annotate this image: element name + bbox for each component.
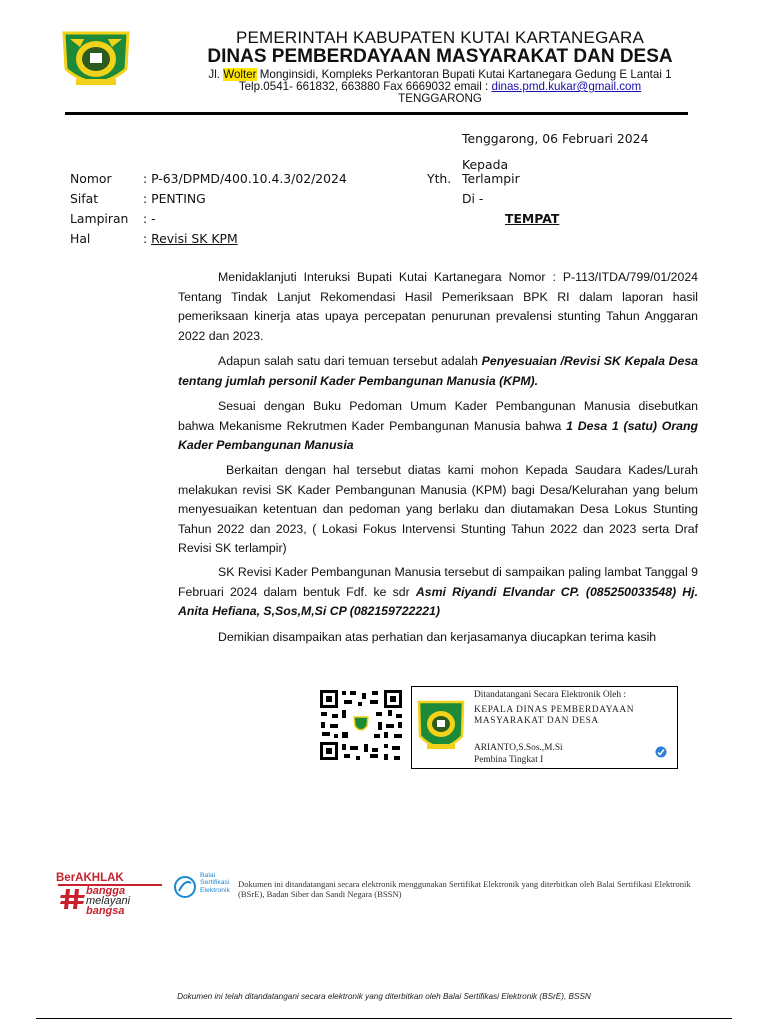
verified-badge-icon	[655, 746, 667, 758]
paragraph-2	[178, 352, 698, 391]
signer-rank: Pembina Tingkat I	[474, 755, 544, 765]
bsre-word-2: Sertifikasi	[200, 879, 230, 887]
bangga-melayani-bangsa-text	[86, 886, 130, 916]
kabupaten-emblem-logo	[60, 25, 132, 95]
sifat-label: Sifat	[70, 191, 99, 206]
letterhead-divider	[65, 112, 688, 115]
letterhead-agency-name: DINAS PEMBERDAYAAN MASYARAKAT DAN DESA	[207, 46, 673, 67]
bsre-logo-text	[200, 872, 230, 894]
signer-title-line1: KEPALA DINAS PEMBERDAYAAN	[474, 705, 635, 715]
paragraph-6-text: Demikian disampaikan atas perhatian dan kerjasamanya diucapkan terima kasih	[218, 630, 657, 644]
address-prefix: Jl.	[208, 68, 224, 81]
signed-by-text: Ditandatangani Secara Elektronik Oleh :	[474, 690, 627, 700]
paragraph-3-text: Sesuai dengan Buku Pedoman Umum Kader Pembangunan Manusia disebutkan bahwa Mekanisme Rekrutmen Kader Pembangunan Manusia bahwa	[178, 399, 698, 433]
letterhead-city: TENGGARONG	[398, 92, 482, 105]
bottom-rule	[36, 1018, 732, 1019]
signer-title-line2: MASYARAKAT DAN DESA	[474, 716, 599, 726]
hal-colon: :	[143, 231, 152, 246]
bsre-disclaimer: Dokumen ini ditandatangani secara elektronik menggunakan Sertifikat Elektronik yang diterbitkan oleh Balai Sertifikasi Elektronik (BSrE), Badan Siber dan Sandi Negara (BSSN)	[238, 879, 691, 899]
hal-label: Hal	[70, 231, 91, 246]
address-highlighted-word: Wolter	[223, 68, 257, 81]
phone-fax-text: Telp.0541- 661832, 663880 Fax 6669032 email :	[238, 80, 492, 93]
bsre-word-3: Elektronik	[200, 886, 230, 894]
signature-emblem-logo	[416, 692, 466, 760]
hal-field	[143, 231, 238, 246]
bangsa-word: bangsa	[86, 905, 125, 917]
paragraph-2-text: Adapun salah satu dari temuan tersebut adalah	[218, 354, 482, 368]
sifat-value: : PENTING	[143, 191, 206, 206]
place-date: Tenggarong, 06 Februari 2024	[462, 131, 649, 146]
paragraph-2-emphasis: Penyesuaian /Revisi SK Kepala Desa tentang jumlah personil Kader Pembangunan Manusia (KPM).	[178, 354, 698, 388]
paragraph-4-text: Berkaitan dengan hal tersebut diatas kami mohon Kepada Saudara Kades/Lurah melakukan revisi SK Kader Pembangunan Manusia (KPM) bagi Desa/Kelurahan yang belum menyesuaikan ketentuan dan pedoman yang berlaku dan diutamakan Desa Lokus Stunting Tahun 2022 dan 2023, ( Lokasi Fokus Intervensi Stunting Tahun 2022 dan 2023 serta Draf Revisi SK terlampir)	[178, 463, 698, 556]
recipient-di: Di -	[462, 191, 484, 206]
melayani-word: melayani	[86, 895, 131, 907]
nomor-label: Nomor	[70, 171, 112, 186]
paragraph-3-emphasis: 1 Desa 1 (satu) Orang Kader Pembangunan Manusia	[178, 418, 698, 453]
paragraph-1-text: Menidaklanjuti Interuksi Bupati Kutai Kartanegara Nomor : P-113/ITDA/799/01/2024 Tentang Tindak Lanjut Rekomendasi Hasil Pemeriksaan BPK RI dalam laporan hasil pemeriksaan kinerja atas upaya percepatan penurunan prevalensi stunting Tahun Anggaran 2022 dan 2023.	[178, 270, 698, 343]
lampiran-value: : -	[143, 211, 156, 226]
letterhead-government-line: PEMERINTAH KABUPATEN KUTAI KARTANEGARA	[235, 28, 645, 47]
berakhlak-logo-text: BerAKHLAK	[56, 872, 124, 884]
bangga-melayani-logo-icon	[60, 887, 86, 911]
paragraph-4	[178, 461, 698, 559]
paragraph-5	[178, 563, 698, 622]
bsre-word-1: Balai	[200, 872, 216, 879]
bsre-logo-icon	[173, 875, 197, 899]
recipient-tempat: TEMPAT	[505, 211, 560, 226]
bangga-word: bangga	[86, 885, 126, 897]
recipient-terlampir: Terlampir	[462, 171, 520, 186]
paragraph-6	[178, 628, 698, 648]
recipient-kepada: Kepada	[462, 157, 509, 172]
paragraph-3	[178, 397, 698, 456]
paragraph-5-emphasis: Asmi Riyandi Elvandar CP. (085250033548) Hj. Anita Hefiana, S,Sos,M,Si CP (082159722221)	[178, 584, 698, 619]
recipient-yth: Yth.	[427, 171, 452, 186]
address-rest: Monginsidi, Kompleks Perkantoran Bupati Kutai Kartanegara Gedung E Lantai 1	[256, 68, 672, 81]
hal-value: Revisi SK KPM	[151, 231, 238, 246]
lampiran-label: Lampiran	[70, 211, 129, 226]
paragraph-5-text: SK Revisi Kader Pembangunan Manusia tersebut di sampaikan paling lambat Tanggal 9 Februari 2024 dalam bentuk Fdf. ke sdr	[178, 565, 698, 599]
qr-code[interactable]	[318, 688, 404, 762]
bottom-disclaimer: Dokumen ini telah ditandatangani secara elektronik yang diterbitkan oleh Balai Sertifikasi Elektronik (BSrE), BSSN	[177, 992, 591, 1001]
email-link[interactable]: dinas.pmd.kukar@gmail.com	[491, 80, 642, 93]
paragraph-1	[178, 268, 698, 346]
nomor-value: : P-63/DPMD/400.10.4.3/02/2024	[143, 171, 347, 186]
signer-name: ARIANTO,S.Sos.,M.Si	[474, 743, 563, 753]
